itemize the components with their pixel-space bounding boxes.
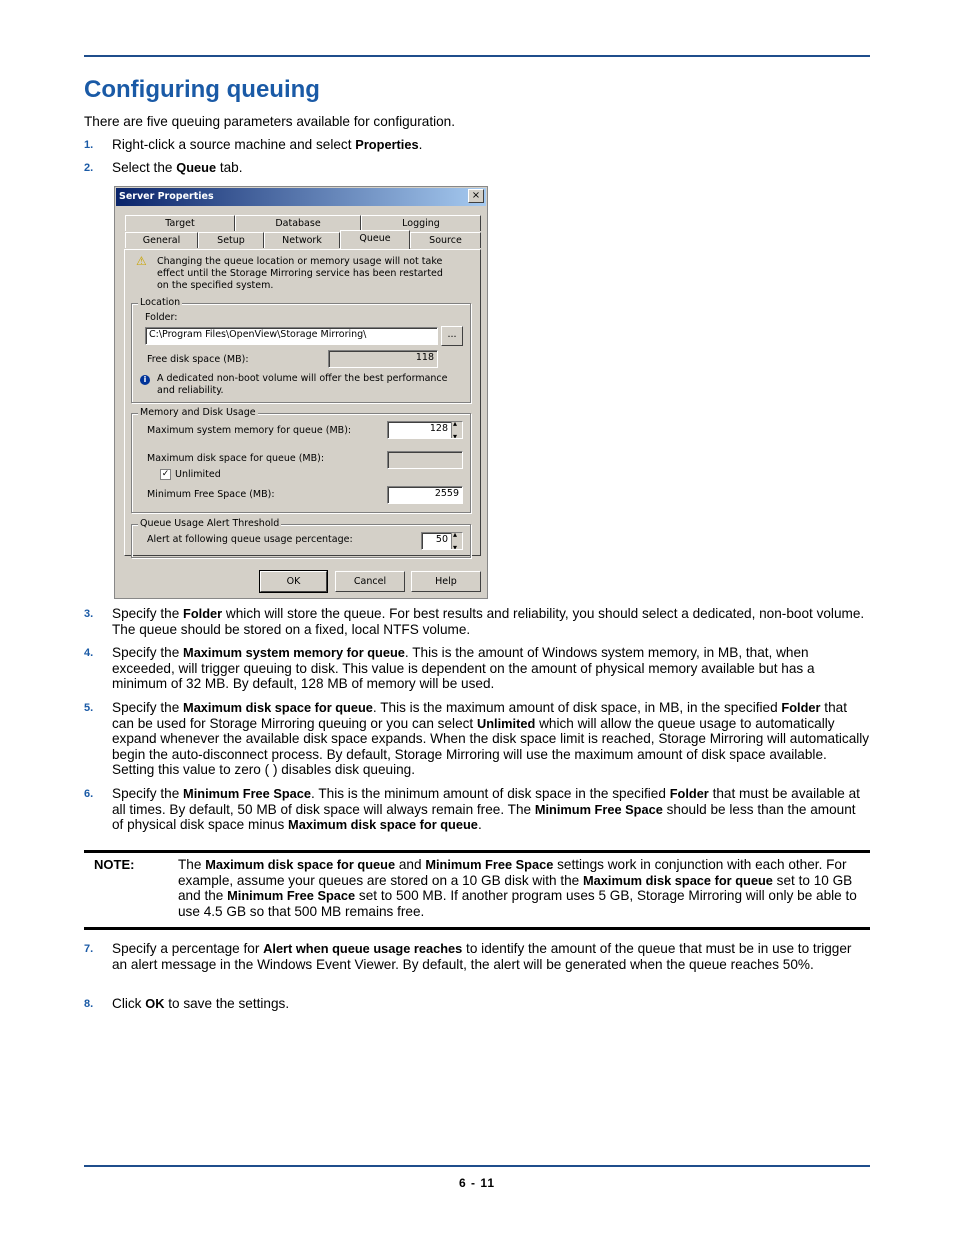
max-disk-label: Maximum disk space for queue (MB): [147, 453, 325, 464]
group-label: Memory and Disk Usage [140, 407, 256, 418]
warning-text: Changing the queue location or memory usage will not take effect until the Storage Mirroring service has been restarted on the specified system. [157, 256, 443, 291]
note-box [84, 850, 870, 930]
step-6: 6. Specify the Minimum Free Space. This is the minimum amount of disk space in the specified Folder that must be available at all times. By default, 50 MB of disk space will always remain free. The Minimum Free Space should be less than the amount of physical disk space minus Maximum disk space for queue. [84, 786, 860, 833]
cancel-button[interactable]: Cancel [335, 571, 405, 592]
step-5: 5. Specify the Maximum disk space for queue. This is the maximum amount of disk space, in MB, in the specified Folder that can be used for Storage Mirroring queuing or you can select Unlimited which will allow the queue usage to automatically expand whenever the available disk space expands. When the disk space limit is reached, Storage Mirroring will automatically begin the auto-disconnect process. By default, Storage Mirroring will use the maximum amount of disk space available. Setting this value to zero ( ) disables disk queuing. [84, 700, 870, 778]
min-free-label: Minimum Free Space (MB): [147, 489, 275, 500]
folder-label: Folder: [145, 312, 178, 323]
unlimited-checkbox[interactable]: ✓ [161, 469, 170, 479]
browse-button[interactable]: ... [441, 326, 463, 346]
info-text: A dedicated non-boot volume will offer the best performance and reliability. [157, 373, 448, 396]
tab-target[interactable]: Target [125, 215, 235, 231]
step-2: 2. Select the Queue tab. [84, 160, 243, 175]
free-disk-value: 118 [328, 350, 438, 368]
tab-queue[interactable]: Queue [340, 230, 410, 249]
tab-general[interactable]: General [125, 232, 198, 248]
step-number: 2. [84, 162, 94, 174]
step-number: 5. [84, 702, 94, 714]
tab-logging[interactable]: Logging [361, 215, 481, 231]
dialog-title: Server Properties [116, 188, 486, 206]
header-rule [84, 55, 870, 57]
note-text: The Maximum disk space for queue and Minimum Free Space settings work in conjunction with each other. For example, assume your queues are stored on a 10 GB disk with the Maximum disk space for queue set to 10 GB and the Minimum Free Space set to 500 MB. If another program uses 5 GB, Storage Mirroring will only be able to use 4.5 GB so that 500 MB remains free. [178, 857, 857, 919]
close-icon[interactable]: × [468, 189, 484, 203]
step-number: 7. [84, 943, 94, 955]
warning-icon: ⚠ [136, 254, 147, 268]
alert-percentage-input[interactable]: 50 ▴ ▾ [421, 532, 463, 550]
step-3: 3. Specify the Folder which will store the queue. For best results and reliability, you should select a dedicated, non-boot volume. The queue should be stored on a fixed, local NTFS volume. [84, 606, 865, 637]
free-disk-label: Free disk space (MB): [147, 354, 249, 365]
footer-rule [84, 1165, 870, 1167]
max-memory-input[interactable]: 128 ▴ ▾ [387, 421, 463, 439]
help-button[interactable]: Help [411, 571, 481, 592]
max-disk-input[interactable] [387, 451, 463, 469]
step-8: 8. Click OK to save the settings. [84, 996, 290, 1011]
group-label: Queue Usage Alert Threshold [140, 518, 280, 529]
step-7: 7. Specify a percentage for Alert when queue usage reaches to identify the amount of the queue that must be in use to trigger an alert message in the Windows Event Viewer. By default, the alert will be generated when the queue reaches 50%. [84, 941, 852, 972]
alert-label: Alert at following queue usage percentage: [147, 534, 353, 545]
tab-network[interactable]: Network [264, 232, 340, 248]
info-icon: i [140, 375, 150, 385]
step-4: 4. Specify the Maximum system memory for queue. This is the amount of Windows system memory, in MB, that, when exceeded, will trigger queuing to disk. This value is dependent on the amount of physical memory available but has a minimum of 32 MB. By default, 128 MB of memory will be used. [84, 645, 815, 692]
step-number: 8. [84, 998, 94, 1010]
server-properties-dialog [114, 186, 488, 599]
note-label: NOTE: [94, 857, 135, 872]
ok-button[interactable]: OK [260, 571, 327, 592]
spinner-icon[interactable] [451, 422, 462, 438]
step-number: 3. [84, 608, 94, 620]
step-1: 1. Right-click a source machine and select Properties. [84, 137, 423, 152]
max-memory-label: Maximum system memory for queue (MB): [147, 425, 352, 436]
step-number: 1. [84, 139, 94, 151]
step-number: 4. [84, 647, 94, 659]
spinner-icon[interactable] [451, 533, 462, 549]
page-number: 6 - 11 [458, 1176, 496, 1190]
intro-text: There are five queuing parameters available for configuration. [84, 114, 456, 129]
tab-setup[interactable]: Setup [198, 232, 264, 248]
tab-source[interactable]: Source [410, 232, 481, 248]
step-number: 6. [84, 788, 94, 800]
min-free-input[interactable]: 2559 [387, 486, 463, 504]
unlimited-label: Unlimited [175, 469, 221, 480]
folder-input[interactable]: C:\Program Files\OpenView\Storage Mirroring\ [145, 327, 438, 345]
page-title: Configuring queuing [84, 76, 320, 103]
tab-database[interactable]: Database [235, 215, 361, 231]
group-label: Location [140, 297, 181, 308]
